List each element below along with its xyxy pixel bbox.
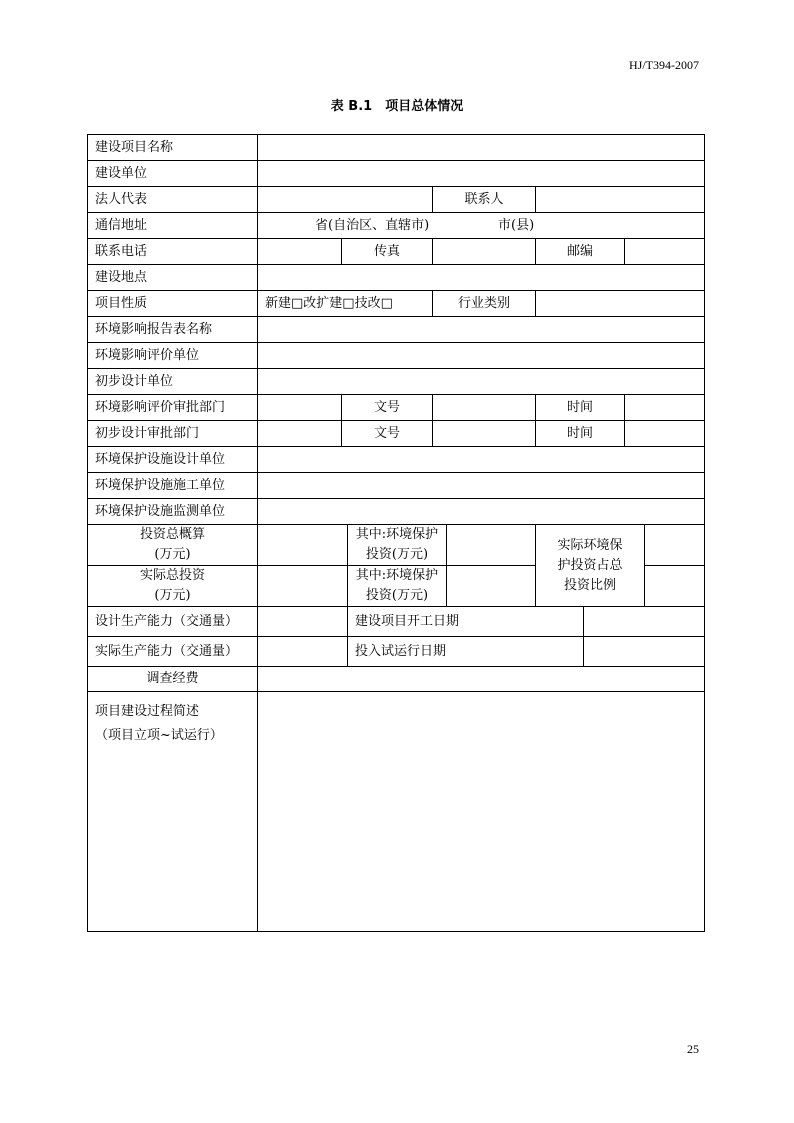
field-budget-total[interactable] — [258, 525, 348, 566]
field-fax[interactable] — [433, 239, 536, 265]
label-postcode: 邮编 — [536, 239, 625, 265]
address-city-label: 市(县) — [498, 218, 535, 233]
document-code: HJ/T394-2007 — [629, 58, 699, 72]
page-number: 25 — [687, 1042, 699, 1056]
row-builder — [88, 161, 705, 187]
field-env-ratio-1[interactable] — [645, 525, 705, 566]
field-legal-rep[interactable] — [258, 187, 433, 213]
label-env-investment-ratio — [536, 525, 645, 607]
field-contact-person[interactable] — [536, 187, 705, 213]
row-nature — [88, 291, 705, 317]
field-env-monitor-unit[interactable] — [258, 499, 705, 525]
row-project-name — [88, 135, 705, 161]
label-nature: 项目性质 — [88, 291, 258, 317]
field-actual-total[interactable] — [258, 566, 348, 607]
label-eia-report-name: 环境影响报告表名称 — [88, 317, 258, 343]
label-eia-unit: 环境影响评价单位 — [88, 343, 258, 369]
label-actual-total-line2: (万元) — [154, 588, 191, 603]
field-phone[interactable] — [258, 239, 342, 265]
label-env-ratio-line1: 实际环境保 — [557, 537, 623, 553]
field-site[interactable] — [258, 265, 705, 291]
label-process-summary-line2: （项目立项~试运行） — [95, 728, 223, 743]
field-builder[interactable] — [258, 161, 705, 187]
label-start-date: 建设项目开工日期 — [348, 607, 584, 637]
field-prelim-design-unit[interactable] — [258, 369, 705, 395]
label-actual-env-line2: 投资(万元) — [365, 588, 429, 603]
label-legal-rep: 法人代表 — [88, 187, 258, 213]
label-design-approval-dept: 初步设计审批部门 — [88, 421, 258, 447]
label-actual-capacity: 实际生产能力（交通量） — [88, 637, 258, 667]
label-actual-total — [88, 566, 258, 607]
label-env-ratio-line2: 护投资占总 — [557, 557, 623, 573]
label-address: 通信地址 — [88, 213, 258, 239]
label-phone: 联系电话 — [88, 239, 258, 265]
field-budget-env[interactable] — [447, 525, 536, 566]
field-project-name[interactable] — [258, 135, 705, 161]
row-actual-capacity — [88, 637, 705, 667]
label-env-ratio-line3: 投资比例 — [563, 577, 616, 593]
field-design-capacity[interactable] — [258, 607, 348, 637]
row-env-construct-unit — [88, 473, 705, 499]
label-doc-no-1: 文号 — [342, 395, 433, 421]
row-phone — [88, 239, 705, 265]
field-eia-report-name[interactable] — [258, 317, 705, 343]
address-province-label: 省(自治区、直辖市) — [315, 218, 430, 233]
label-builder: 建设单位 — [88, 161, 258, 187]
row-eia-report-name — [88, 317, 705, 343]
label-trial-date: 投入试运行日期 — [348, 637, 584, 667]
field-eia-unit[interactable] — [258, 343, 705, 369]
label-actual-env-line1: 其中:环境保护 — [355, 568, 439, 583]
row-eia-unit — [88, 343, 705, 369]
row-prelim-design-unit — [88, 369, 705, 395]
field-address[interactable] — [258, 213, 705, 239]
row-survey-fee — [88, 667, 705, 692]
field-survey-fee[interactable] — [258, 667, 705, 692]
row-budget-total — [88, 525, 705, 566]
row-site — [88, 265, 705, 291]
field-doc-no-2[interactable] — [433, 421, 536, 447]
field-design-approval-dept[interactable] — [258, 421, 342, 447]
field-time-2[interactable] — [625, 421, 705, 447]
label-project-name: 建设项目名称 — [88, 135, 258, 161]
label-doc-no-2: 文号 — [342, 421, 433, 447]
field-process-summary[interactable] — [258, 692, 705, 932]
field-eia-approval-dept[interactable] — [258, 395, 342, 421]
row-design-approval — [88, 421, 705, 447]
label-actual-env — [348, 566, 447, 607]
field-env-construct-unit[interactable] — [258, 473, 705, 499]
label-industry: 行业类别 — [433, 291, 536, 317]
row-env-monitor-unit — [88, 499, 705, 525]
field-actual-capacity[interactable] — [258, 637, 348, 667]
label-process-summary — [88, 692, 258, 932]
table-title: 表 B.1 项目总体情况 — [330, 99, 464, 114]
field-env-ratio-2[interactable] — [645, 566, 705, 607]
label-design-capacity: 设计生产能力（交通量） — [88, 607, 258, 637]
label-env-design-unit: 环境保护设施设计单位 — [88, 447, 258, 473]
field-industry[interactable] — [536, 291, 705, 317]
nature-checkbox-options[interactable]: 新建□改扩建□技改□ — [258, 291, 433, 317]
row-legal-rep — [88, 187, 705, 213]
label-actual-total-line1: 实际总投资 — [139, 568, 205, 583]
row-eia-approval — [88, 395, 705, 421]
label-time-1: 时间 — [536, 395, 625, 421]
row-design-capacity — [88, 607, 705, 637]
field-env-design-unit[interactable] — [258, 447, 705, 473]
row-address — [88, 213, 705, 239]
row-process-summary — [88, 692, 705, 932]
label-fax: 传真 — [342, 239, 433, 265]
label-budget-total-line1: 投资总概算 — [139, 527, 205, 542]
field-time-1[interactable] — [625, 395, 705, 421]
label-time-2: 时间 — [536, 421, 625, 447]
row-env-design-unit — [88, 447, 705, 473]
field-start-date[interactable] — [584, 607, 705, 637]
field-actual-env[interactable] — [447, 566, 536, 607]
label-budget-total-line2: (万元) — [154, 547, 191, 562]
label-process-summary-line1: 项目建设过程简述 — [95, 704, 200, 719]
label-budget-env-line2: 投资(万元) — [365, 547, 429, 562]
label-prelim-design-unit: 初步设计单位 — [88, 369, 258, 395]
label-env-construct-unit: 环境保护设施施工单位 — [88, 473, 258, 499]
label-budget-env-line1: 其中:环境保护 — [355, 527, 439, 542]
label-eia-approval-dept: 环境影响评价审批部门 — [88, 395, 258, 421]
label-budget-total — [88, 525, 258, 566]
label-contact-person: 联系人 — [433, 187, 536, 213]
label-survey-fee: 调查经费 — [88, 667, 258, 692]
label-env-monitor-unit: 环境保护设施监测单位 — [88, 499, 258, 525]
field-doc-no-1[interactable] — [433, 395, 536, 421]
label-site: 建设地点 — [88, 265, 258, 291]
field-postcode[interactable] — [625, 239, 705, 265]
field-trial-date[interactable] — [584, 637, 705, 667]
label-budget-env — [348, 525, 447, 566]
project-overview-table — [87, 134, 705, 932]
